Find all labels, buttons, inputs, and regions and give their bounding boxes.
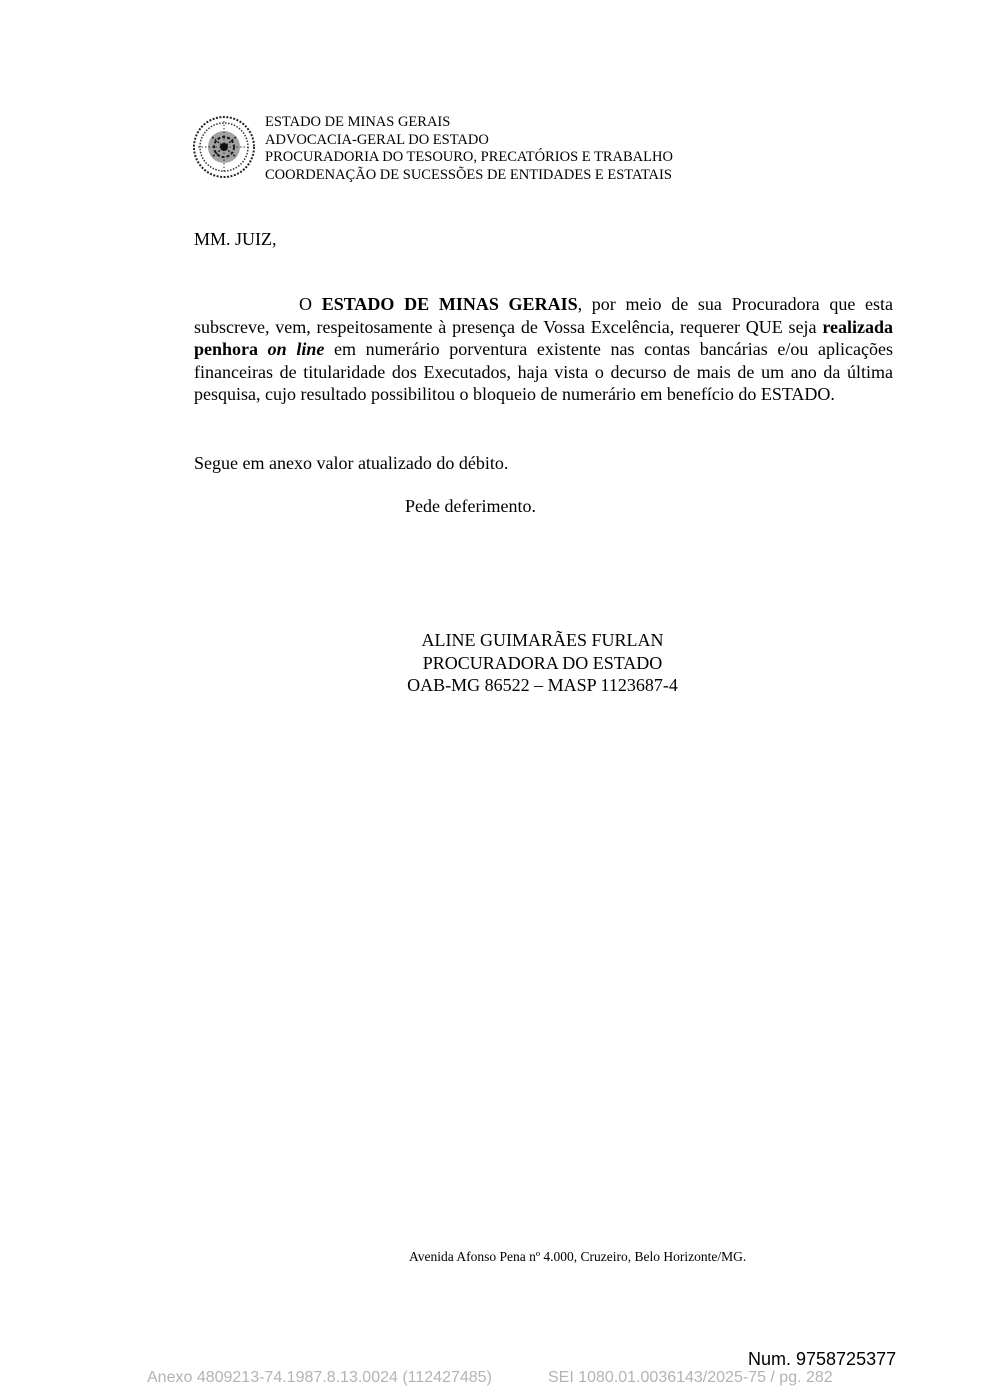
salutation: MM. JUIZ,	[194, 229, 277, 249]
annex-reference: Anexo 4809213-74.1987.8.13.0024 (112427485)	[147, 1369, 492, 1386]
paragraph-online-bold-italic: on line	[267, 339, 325, 360]
signatory-role: PROCURADORA DO ESTADO	[422, 652, 663, 673]
sei-reference: SEI 1080.01.0036143/2025-75 / pg. 282	[548, 1369, 833, 1386]
main-paragraph	[194, 293, 893, 406]
signatory-name: ALINE GUIMARÃES FURLAN	[421, 630, 664, 650]
header-coordination: COORDENAÇÃO DE SUCESSÕES DE ENTIDADES E ESTATAIS	[265, 166, 672, 183]
letterhead	[265, 114, 673, 184]
paragraph-start: O	[299, 294, 322, 314]
closing-formula: Pede deferimento.	[405, 496, 536, 516]
paragraph-end: em numerário porventura existente nas contas bancárias e/ou aplicações financeiras de titularidade dos Executados, haja vista o decurso de mais de um ano da última pesquisa, cujo resultado possibilitou o bloqueio de numerário em benefício do ESTADO.	[194, 339, 894, 405]
header-agency: ADVOCACIA-GERAL DO ESTADO	[265, 131, 489, 148]
paragraph-space	[258, 339, 268, 359]
signature-block	[380, 629, 705, 697]
paragraph-middle: , por meio de sua Procuradora que esta subscreve, vem, respeitosamente à presença de Vossa Excelência, requerer QUE seja	[194, 294, 894, 337]
header-department: PROCURADORIA DO TESOURO, PRECATÓRIOS E TRABALHO	[265, 149, 673, 165]
signatory-registration: OAB-MG 86522 – MASP 1123687-4	[407, 675, 678, 695]
annex-statement: Segue em anexo valor atualizado do débito.	[194, 453, 509, 473]
coat-of-arms-icon	[192, 115, 256, 179]
document-number: Num. 9758725377	[748, 1349, 897, 1369]
footer-address: Avenida Afonso Pena nº 4.000, Cruzeiro, Belo Horizonte/MG.	[409, 1249, 747, 1264]
header-state: ESTADO DE MINAS GERAIS	[265, 114, 451, 130]
paragraph-state-bold: ESTADO DE MINAS GERAIS	[321, 294, 578, 314]
paragraph-request-bold: realizada penhora	[194, 316, 893, 360]
